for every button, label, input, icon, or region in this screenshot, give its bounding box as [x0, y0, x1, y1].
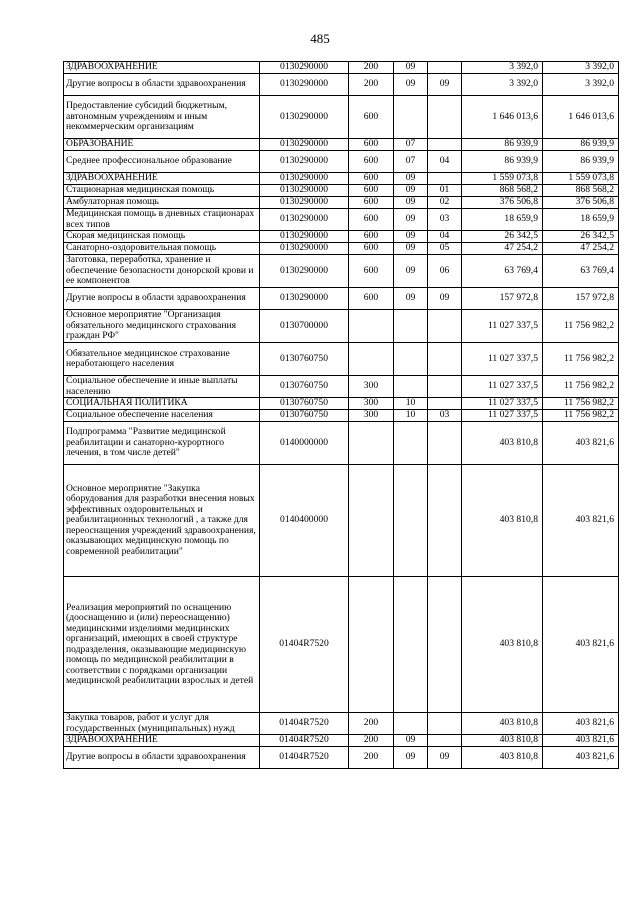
expense-type: 200 — [349, 74, 394, 96]
subsection: 03 — [428, 410, 462, 422]
table-row — [64, 577, 619, 713]
amount-year-1: 11 027 337,5 — [462, 343, 543, 376]
row-name: СОЦИАЛЬНАЯ ПОЛИТИКА — [64, 398, 260, 410]
target-code: 0130290000 — [260, 74, 349, 96]
row-name: ЗДРАВООХРАНЕНИЕ — [64, 735, 260, 747]
target-code: 0130700000 — [260, 310, 349, 343]
row-name: ОБРАЗОВАНИЕ — [64, 139, 260, 151]
subsection — [428, 139, 462, 151]
table-row — [64, 398, 619, 410]
target-code: 0130760750 — [260, 410, 349, 422]
target-code: 0130290000 — [260, 96, 349, 139]
subsection: 03 — [428, 209, 462, 231]
section: 10 — [394, 398, 428, 410]
row-name: Заготовка, переработка, хранение и обеспечение безопасности донорской крови и ее компонентов — [64, 255, 260, 288]
section: 09 — [394, 243, 428, 255]
subsection: 09 — [428, 747, 462, 769]
expense-type — [349, 422, 394, 465]
table-row — [64, 151, 619, 173]
table-row — [64, 74, 619, 96]
amount-year-1: 86 939,9 — [462, 139, 543, 151]
table-row — [64, 255, 619, 288]
amount-year-2: 3 392,0 — [543, 74, 619, 96]
row-name: Социальное обеспечение и иные выплаты населению — [64, 376, 260, 398]
target-code: 0130290000 — [260, 185, 349, 197]
row-name: Среднее профессиональное образование — [64, 151, 260, 173]
amount-year-2: 11 756 982,2 — [543, 410, 619, 422]
amount-year-2: 11 756 982,2 — [543, 343, 619, 376]
amount-year-1: 868 568,2 — [462, 185, 543, 197]
amount-year-2: 376 506,8 — [543, 197, 619, 209]
table-row — [64, 376, 619, 398]
amount-year-1: 11 027 337,5 — [462, 410, 543, 422]
section: 09 — [394, 255, 428, 288]
target-code: 0130290000 — [260, 62, 349, 74]
section: 09 — [394, 185, 428, 197]
amount-year-2: 11 756 982,2 — [543, 376, 619, 398]
amount-year-2: 26 342,5 — [543, 231, 619, 243]
table-row — [64, 288, 619, 310]
row-name: Другие вопросы в области здравоохранения — [64, 747, 260, 769]
amount-year-1: 11 027 337,5 — [462, 398, 543, 410]
target-code: 0130760750 — [260, 343, 349, 376]
expense-type: 200 — [349, 747, 394, 769]
amount-year-1: 403 810,8 — [462, 465, 543, 577]
target-code: 0140000000 — [260, 422, 349, 465]
section: 09 — [394, 747, 428, 769]
subsection — [428, 398, 462, 410]
amount-year-1: 47 254,2 — [462, 243, 543, 255]
table-row — [64, 735, 619, 747]
expense-type: 300 — [349, 398, 394, 410]
target-code: 0130760750 — [260, 398, 349, 410]
row-name: Реализация мероприятий по оснащению (дооснащению и (или) переоснащению) медицинскими изделиями медицинских организаций, имеющих в своей структуре подразделения, оказывающие медицинскую помощь по медицинской реабилитации в соответствии с порядками организации медицинской реабилитации взрослых и детей — [64, 577, 260, 713]
row-name: Предоставление субсидий бюджетным, автономным учреждениям и иным некоммерческим организациям — [64, 96, 260, 139]
budget-table-body — [64, 62, 619, 769]
section: 09 — [394, 735, 428, 747]
row-name: Амбулаторная помощь — [64, 197, 260, 209]
amount-year-1: 403 810,8 — [462, 577, 543, 713]
table-row — [64, 465, 619, 577]
amount-year-2: 18 659,9 — [543, 209, 619, 231]
subsection: 04 — [428, 151, 462, 173]
subsection: 01 — [428, 185, 462, 197]
table-row — [64, 139, 619, 151]
section: 09 — [394, 173, 428, 185]
amount-year-1: 86 939,9 — [462, 151, 543, 173]
target-code: 0130760750 — [260, 376, 349, 398]
expense-type: 300 — [349, 410, 394, 422]
table-row — [64, 243, 619, 255]
expense-type — [349, 310, 394, 343]
target-code: 0130290000 — [260, 231, 349, 243]
expense-type — [349, 577, 394, 713]
target-code: 0140400000 — [260, 465, 349, 577]
section — [394, 376, 428, 398]
expense-type: 600 — [349, 209, 394, 231]
expense-type: 600 — [349, 288, 394, 310]
amount-year-1: 403 810,8 — [462, 713, 543, 735]
table-row — [64, 209, 619, 231]
amount-year-2: 403 821,6 — [543, 577, 619, 713]
table-row — [64, 185, 619, 197]
amount-year-1: 157 972,8 — [462, 288, 543, 310]
row-name: Стационарная медицинская помощь — [64, 185, 260, 197]
subsection: 06 — [428, 255, 462, 288]
amount-year-1: 1 646 013,6 — [462, 96, 543, 139]
amount-year-2: 86 939,9 — [543, 139, 619, 151]
row-name: Медицинская помощь в дневных стационарах всех типов — [64, 209, 260, 231]
amount-year-1: 11 027 337,5 — [462, 310, 543, 343]
amount-year-2: 403 821,6 — [543, 422, 619, 465]
subsection — [428, 376, 462, 398]
expense-type: 300 — [349, 376, 394, 398]
expense-type: 200 — [349, 713, 394, 735]
table-row — [64, 173, 619, 185]
subsection — [428, 713, 462, 735]
amount-year-2: 47 254,2 — [543, 243, 619, 255]
subsection — [428, 343, 462, 376]
target-code: 0130290000 — [260, 255, 349, 288]
row-name: Санаторно-оздоровительная помощь — [64, 243, 260, 255]
row-name: Другие вопросы в области здравоохранения — [64, 288, 260, 310]
section — [394, 343, 428, 376]
section — [394, 422, 428, 465]
amount-year-2: 63 769,4 — [543, 255, 619, 288]
budget-table — [63, 61, 619, 769]
subsection — [428, 96, 462, 139]
section: 09 — [394, 209, 428, 231]
subsection: 04 — [428, 231, 462, 243]
expense-type: 600 — [349, 197, 394, 209]
section: 09 — [394, 231, 428, 243]
target-code: 01404R7520 — [260, 577, 349, 713]
section: 09 — [394, 62, 428, 74]
row-name: Скорая медицинская помощь — [64, 231, 260, 243]
subsection: 05 — [428, 243, 462, 255]
amount-year-2: 1 559 073,8 — [543, 173, 619, 185]
target-code: 0130290000 — [260, 209, 349, 231]
amount-year-1: 11 027 337,5 — [462, 376, 543, 398]
expense-type: 600 — [349, 185, 394, 197]
expense-type: 600 — [349, 96, 394, 139]
table-row — [64, 410, 619, 422]
subsection — [428, 310, 462, 343]
subsection — [428, 173, 462, 185]
table-row — [64, 310, 619, 343]
amount-year-2: 1 646 013,6 — [543, 96, 619, 139]
section: 10 — [394, 410, 428, 422]
row-name: Другие вопросы в области здравоохранения — [64, 74, 260, 96]
amount-year-2: 403 821,6 — [543, 735, 619, 747]
table-row — [64, 422, 619, 465]
expense-type: 600 — [349, 255, 394, 288]
subsection: 02 — [428, 197, 462, 209]
table-row — [64, 96, 619, 139]
subsection — [428, 62, 462, 74]
expense-type: 600 — [349, 173, 394, 185]
expense-type: 600 — [349, 231, 394, 243]
subsection: 09 — [428, 288, 462, 310]
row-name: Основное мероприятие "Организация обязательного медицинского страхования граждан РФ" — [64, 310, 260, 343]
row-name: Социальное обеспечение населения — [64, 410, 260, 422]
subsection — [428, 577, 462, 713]
section: 09 — [394, 74, 428, 96]
amount-year-1: 1 559 073,8 — [462, 173, 543, 185]
section — [394, 713, 428, 735]
table-row — [64, 747, 619, 769]
row-name: ЗДРАВООХРАНЕНИЕ — [64, 62, 260, 74]
subsection — [428, 465, 462, 577]
section: 07 — [394, 151, 428, 173]
table-row — [64, 197, 619, 209]
target-code: 01404R7520 — [260, 747, 349, 769]
amount-year-1: 3 392,0 — [462, 74, 543, 96]
amount-year-2: 403 821,6 — [543, 465, 619, 577]
expense-type — [349, 343, 394, 376]
expense-type: 200 — [349, 62, 394, 74]
amount-year-2: 403 821,6 — [543, 747, 619, 769]
expense-type — [349, 465, 394, 577]
amount-year-1: 3 392,0 — [462, 62, 543, 74]
target-code: 0130290000 — [260, 173, 349, 185]
row-name: Подпрограмма "Развитие медицинской реабилитации и санаторно-курортного лечения, в том числе детей" — [64, 422, 260, 465]
target-code: 0130290000 — [260, 288, 349, 310]
section — [394, 96, 428, 139]
amount-year-2: 868 568,2 — [543, 185, 619, 197]
amount-year-2: 11 756 982,2 — [543, 398, 619, 410]
table-row — [64, 713, 619, 735]
row-name: Обязательное медицинское страхование неработающего населения — [64, 343, 260, 376]
amount-year-1: 403 810,8 — [462, 735, 543, 747]
amount-year-1: 403 810,8 — [462, 747, 543, 769]
target-code: 0130290000 — [260, 151, 349, 173]
amount-year-2: 403 821,6 — [543, 713, 619, 735]
target-code: 01404R7520 — [260, 735, 349, 747]
amount-year-1: 26 342,5 — [462, 231, 543, 243]
target-code: 0130290000 — [260, 139, 349, 151]
section: 07 — [394, 139, 428, 151]
row-name: Основное мероприятие "Закупка оборудования для разработки внесения новых эффективных оздоровительных и реабилитационных технологий , а также для переоснащения учреждений здравоохранения, оказывающих медицинскую помощь по современной реабилитации" — [64, 465, 260, 577]
target-code: 01404R7520 — [260, 713, 349, 735]
page-number: 485 — [310, 31, 330, 46]
section — [394, 310, 428, 343]
section — [394, 465, 428, 577]
section: 09 — [394, 288, 428, 310]
target-code: 0130290000 — [260, 197, 349, 209]
subsection — [428, 735, 462, 747]
expense-type: 200 — [349, 735, 394, 747]
amount-year-2: 11 756 982,2 — [543, 310, 619, 343]
table-row — [64, 62, 619, 74]
amount-year-1: 18 659,9 — [462, 209, 543, 231]
amount-year-2: 3 392,0 — [543, 62, 619, 74]
amount-year-1: 376 506,8 — [462, 197, 543, 209]
expense-type: 600 — [349, 243, 394, 255]
subsection: 09 — [428, 74, 462, 96]
target-code: 0130290000 — [260, 243, 349, 255]
amount-year-1: 63 769,4 — [462, 255, 543, 288]
section: 09 — [394, 197, 428, 209]
row-name: ЗДРАВООХРАНЕНИЕ — [64, 173, 260, 185]
table-row — [64, 343, 619, 376]
section — [394, 577, 428, 713]
row-name: Закупка товаров, работ и услуг для государственных (муниципальных) нужд — [64, 713, 260, 735]
amount-year-1: 403 810,8 — [462, 422, 543, 465]
subsection — [428, 422, 462, 465]
expense-type: 600 — [349, 139, 394, 151]
amount-year-2: 157 972,8 — [543, 288, 619, 310]
expense-type: 600 — [349, 151, 394, 173]
table-row — [64, 231, 619, 243]
amount-year-2: 86 939,9 — [543, 151, 619, 173]
